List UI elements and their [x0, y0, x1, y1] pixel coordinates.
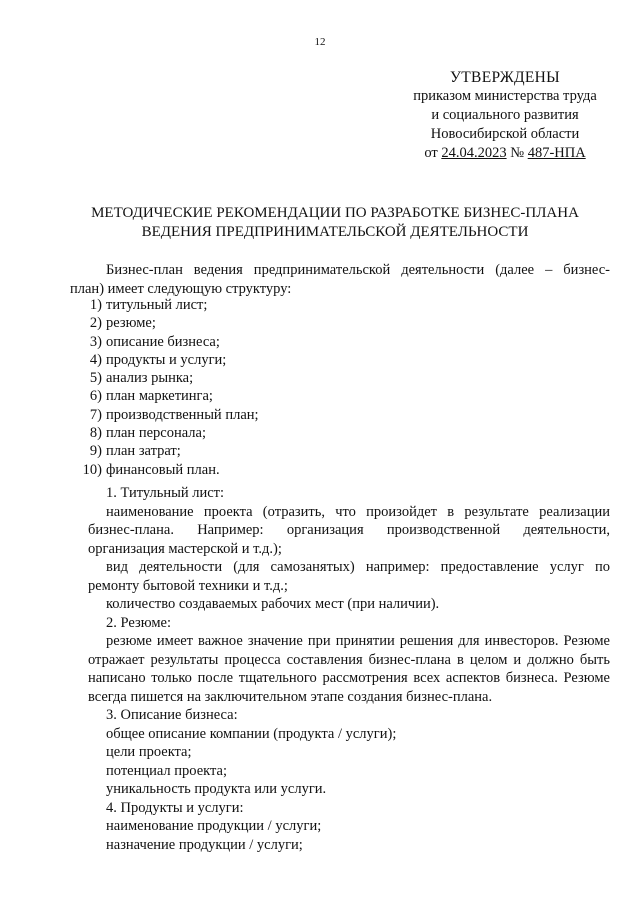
approval-prefix: от	[424, 145, 438, 161]
approval-heading: УТВЕРЖДЕНЫ	[450, 69, 560, 86]
list-number: 6)	[89, 388, 102, 405]
text-line: общее описание компании (продукта / услуги);	[106, 725, 397, 742]
text-line: бизнес-плана. Например: организация производственной деятельности,	[88, 522, 610, 538]
list-item	[70, 387, 470, 405]
text-line: наименование проекта (отразить, что произойдет в результате реализации	[106, 503, 610, 520]
approval-date: 24.04.2023	[441, 145, 507, 161]
list-number: 7)	[89, 406, 102, 423]
list-text: план маркетинга;	[106, 388, 213, 405]
list-number: 10)	[82, 461, 102, 478]
text-line: резюме имеет важное значение при принятии решения для инвесторов. Резюме	[106, 633, 610, 649]
list-text: анализ рынка;	[106, 370, 194, 387]
approval-number: 487-НПА	[527, 145, 586, 161]
text-line: написано только после тщательного рассмотрения всех аспектов бизнеса. Резюме	[88, 670, 610, 686]
text-line: наименование продукции / услуги;	[106, 818, 322, 834]
list-text: резюме;	[106, 315, 156, 332]
title-line: МЕТОДИЧЕСКИЕ РЕКОМЕНДАЦИИ ПО РАЗРАБОТКЕ БИЗНЕС-ПЛАНА	[91, 205, 579, 221]
structure-list	[70, 296, 470, 479]
intro-line: Бизнес-план ведения предпринимательской деятельности (далее – бизнес-	[106, 262, 610, 278]
approval-date-line	[380, 144, 630, 163]
list-item	[70, 461, 470, 479]
list-number: 4)	[89, 351, 102, 368]
page-number: 12	[314, 36, 326, 48]
approval-line: и социального развития	[431, 107, 579, 123]
list-item	[70, 442, 470, 460]
text-line: всегда пишется на заключительном этапе создания бизнес-плана.	[88, 688, 493, 705]
section-heading: 2. Резюме:	[106, 614, 171, 631]
intro-line: план) имеет следующую структуру:	[70, 280, 292, 297]
text-line: организация мастерской и т.д.);	[88, 540, 282, 557]
list-number: 8)	[89, 425, 102, 442]
sections-body	[88, 484, 610, 854]
list-text: план персонала;	[106, 425, 206, 442]
intro-paragraph	[70, 261, 610, 298]
list-text: план затрат;	[106, 443, 181, 460]
text-line: ремонту бытовой техники и т.д.;	[88, 577, 288, 594]
list-item	[70, 369, 470, 387]
list-number: 1)	[89, 297, 102, 313]
approval-line: приказом министерства труда	[413, 88, 597, 104]
approval-stamp	[380, 68, 630, 163]
list-item	[70, 333, 470, 351]
approval-line: Новосибирской области	[430, 126, 580, 142]
list-text: описание бизнеса;	[106, 333, 220, 350]
list-text: продукты и услуги;	[106, 351, 227, 368]
text-line: назначение продукции / услуги;	[106, 836, 303, 853]
list-number: 3)	[89, 333, 102, 350]
list-item	[70, 406, 470, 424]
text-line: количество создаваемых рабочих мест (при наличии).	[106, 596, 440, 612]
list-text: финансовый план.	[106, 461, 220, 478]
list-item	[70, 424, 470, 442]
list-item	[70, 351, 470, 369]
section-heading: 1. Титульный лист:	[106, 485, 225, 501]
list-number: 9)	[89, 443, 102, 460]
approval-number-sign: №	[510, 145, 525, 161]
list-item	[70, 314, 470, 332]
title-line: ВЕДЕНИЯ ПРЕДПРИНИМАТЕЛЬСКОЙ ДЕЯТЕЛЬНОСТИ	[141, 224, 529, 240]
list-item	[70, 296, 470, 314]
list-number: 2)	[89, 315, 102, 332]
text-line: потенциал проекта;	[106, 762, 227, 779]
section-heading: 4. Продукты и услуги:	[106, 799, 244, 816]
section-heading: 3. Описание бизнеса:	[106, 707, 238, 723]
list-text: производственный план;	[106, 406, 259, 423]
text-line: отражает результаты процесса составления бизнес-плана в целом и должно быть	[88, 651, 610, 668]
text-line: вид деятельности (для самозанятых) например: предоставление услуг по	[106, 559, 610, 575]
list-number: 5)	[89, 370, 102, 387]
text-line: цели проекта;	[106, 744, 192, 760]
document-title	[40, 204, 630, 242]
list-text: титульный лист;	[106, 297, 208, 313]
text-line: уникальность продукта или услуги.	[106, 781, 327, 797]
